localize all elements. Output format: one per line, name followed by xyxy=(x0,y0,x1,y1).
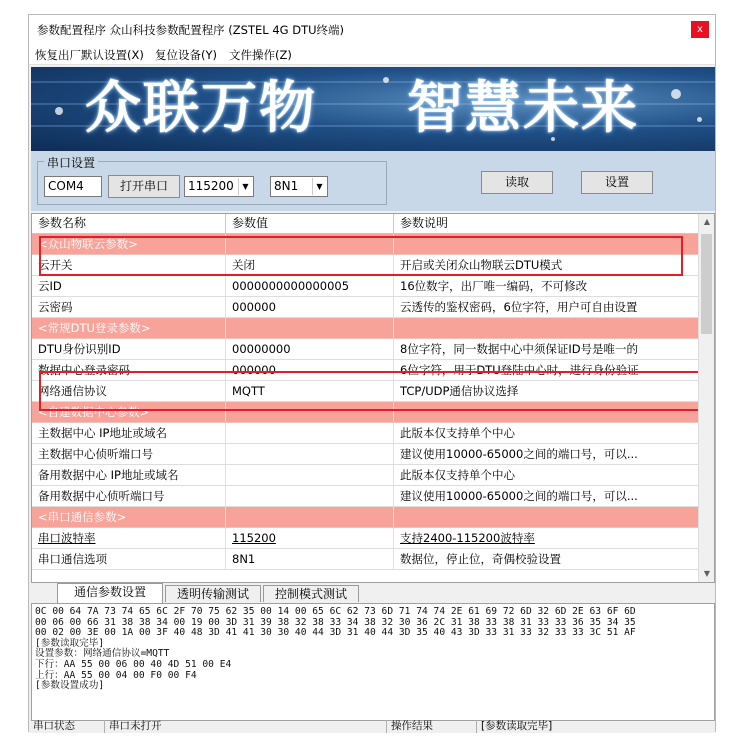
param-name-cell-text: 云ID xyxy=(38,279,62,293)
com-port-input[interactable]: COM4 xyxy=(44,176,102,197)
table-row[interactable] xyxy=(32,465,698,486)
param-desc-cell xyxy=(394,276,698,296)
param-value-cell[interactable] xyxy=(226,528,394,548)
log-line: [参数设置成功] xyxy=(35,680,105,692)
scroll-down-icon[interactable]: ▼ xyxy=(703,569,711,578)
param-value-cell[interactable] xyxy=(226,276,394,296)
scroll-up-icon[interactable]: ▲ xyxy=(703,217,711,226)
param-desc-cell xyxy=(394,381,698,401)
param-name-cell xyxy=(32,444,226,464)
title-bar xyxy=(29,15,715,43)
param-value-cell[interactable] xyxy=(226,297,394,317)
scroll-thumb[interactable] xyxy=(701,234,712,334)
window-title: 参数配置程序 众山科技参数配置程序 (ZSTEL 4G DTU终端) xyxy=(37,23,344,37)
param-desc-cell xyxy=(394,423,698,443)
log-line: 00 02 00 3E 00 1A 00 3F 40 48 3D 41 41 30 30 40 44 3D 31 40 44 3D 35 40 43 3D 33 31 33 32 33 33 3C 51 AF xyxy=(35,627,636,639)
read-button[interactable]: 读取 xyxy=(481,171,553,194)
param-name-cell xyxy=(32,234,226,254)
param-name-cell-text: 备用数据中心 IP地址或域名 xyxy=(38,468,179,482)
param-value-cell xyxy=(226,507,394,527)
section-row xyxy=(32,234,698,255)
param-name-cell-text: <自建数据中心参数> xyxy=(38,405,150,419)
param-value-cell[interactable] xyxy=(226,423,394,443)
open-port-button[interactable]: 打开串口 xyxy=(108,175,180,198)
param-name-cell xyxy=(32,255,226,275)
param-desc-cell xyxy=(394,402,698,422)
param-name-cell-text: <常规DTU登录参数> xyxy=(38,321,151,335)
param-desc-cell xyxy=(394,360,698,380)
banner-slogan-left: 众联万物 xyxy=(85,75,317,141)
param-value-cell[interactable] xyxy=(226,486,394,506)
table-row[interactable] xyxy=(32,423,698,444)
param-name-cell-text: 主数据中心 IP地址或域名 xyxy=(38,426,167,440)
param-name-cell-text: 主数据中心侦听端口号 xyxy=(38,447,153,461)
param-desc-cell-text: TCP/UDP通信协议选择 xyxy=(400,384,519,398)
table-row[interactable] xyxy=(32,339,698,360)
param-desc-cell-text: 此版本仅支持单个中心 xyxy=(400,426,515,440)
close-button[interactable]: x xyxy=(691,21,709,38)
param-name-cell-text: <串口通信参数> xyxy=(38,510,127,524)
param-desc-cell-text: 建议使用10000-65000之间的端口号，可以... xyxy=(400,489,638,503)
section-row xyxy=(32,507,698,528)
log-line: 0C 00 64 7A 73 74 65 6C 2F 70 75 62 35 00 14 00 65 6C 62 73 6D 71 74 74 2E 61 69 72 6D 32 6D 2E 63 6F 6D xyxy=(35,606,636,617)
data-format-value: 8N1 xyxy=(274,179,299,193)
log-line: 上行：AA 55 00 04 00 F0 00 F4 xyxy=(35,669,197,681)
serial-settings-legend: 串口设置 xyxy=(44,154,98,171)
status-port-label: 串口状态 xyxy=(29,720,105,733)
param-value-cell-text: 0000000000000005 xyxy=(232,279,350,293)
param-value-cell[interactable] xyxy=(226,465,394,485)
param-value-cell xyxy=(226,402,394,422)
param-name-cell xyxy=(32,423,226,443)
table-row[interactable] xyxy=(32,549,698,570)
param-value-cell xyxy=(226,234,394,254)
param-desc-cell-text: 此版本仅支持单个中心 xyxy=(400,468,515,482)
menu-file-ops[interactable]: 文件操作(Z) xyxy=(229,48,292,62)
log-line: 设置参数：网络通信协议=MQTT xyxy=(35,648,170,660)
param-value-cell xyxy=(226,318,394,338)
param-desc-cell xyxy=(394,234,698,254)
param-name-cell-text: 备用数据中心侦听端口号 xyxy=(38,489,165,503)
vertical-scrollbar[interactable] xyxy=(698,214,714,582)
chevron-down-icon[interactable]: ▼ xyxy=(238,178,252,195)
serial-settings-group xyxy=(37,156,387,205)
param-desc-cell xyxy=(394,255,698,275)
param-value-cell[interactable] xyxy=(226,255,394,275)
param-desc-cell xyxy=(394,297,698,317)
param-name-cell-text: 网络通信协议 xyxy=(38,384,107,398)
set-button[interactable]: 设置 xyxy=(581,171,653,194)
param-name-cell xyxy=(32,402,226,422)
baud-rate-value: 115200 xyxy=(188,179,234,193)
table-row[interactable] xyxy=(32,297,698,318)
param-value-cell-text: 115200 xyxy=(232,531,276,545)
log-line: [参数读取完毕] xyxy=(35,637,105,649)
param-name-cell xyxy=(32,507,226,527)
param-name-cell xyxy=(32,465,226,485)
param-desc-cell-text: 支持2400-115200波特率 xyxy=(400,531,535,545)
param-name-cell xyxy=(32,381,226,401)
param-name-cell xyxy=(32,486,226,506)
table-row[interactable] xyxy=(32,360,698,381)
param-value-cell-text: 000000 xyxy=(232,300,276,314)
chevron-down-icon[interactable]: ▼ xyxy=(312,178,326,195)
param-value-cell[interactable] xyxy=(226,381,394,401)
param-value-cell-text: MQTT xyxy=(232,384,265,398)
param-value-cell-text: 000000 xyxy=(232,363,276,377)
param-desc-cell xyxy=(394,339,698,359)
param-name-cell xyxy=(32,276,226,296)
tab-transparent-test[interactable]: 透明传输测试 xyxy=(165,585,261,602)
param-value-cell-text: 关闭 xyxy=(232,258,255,272)
param-desc-cell xyxy=(394,507,698,527)
table-row[interactable] xyxy=(32,381,698,402)
param-value-cell[interactable] xyxy=(226,339,394,359)
header-param-value[interactable]: 参数值 xyxy=(226,214,394,233)
status-result-label: 操作结果 xyxy=(387,720,477,733)
param-name-cell-text: 云密码 xyxy=(38,300,73,314)
param-desc-cell xyxy=(394,528,698,548)
status-result-value: [参数读取完毕] xyxy=(481,720,553,732)
param-name-cell-text: 串口波特率 xyxy=(38,531,96,545)
param-name-cell xyxy=(32,549,226,569)
status-bar xyxy=(29,721,715,733)
param-desc-cell-text: 6位字符，用于DTU登陆中心时，进行身份验证 xyxy=(400,363,639,377)
param-name-cell xyxy=(32,360,226,380)
app-window xyxy=(28,14,716,732)
tab-bar xyxy=(31,583,715,603)
menu-reset-device[interactable]: 复位设备(Y) xyxy=(155,48,217,62)
menu-restore-defaults[interactable]: 恢复出厂默认设置(X) xyxy=(35,48,144,62)
log-line: 00 06 00 66 31 38 38 34 00 19 00 3D 31 39 38 32 38 33 34 38 32 30 36 2C 31 38 33 38 31 33 33 36 35 34 35 xyxy=(35,616,636,628)
menu-bar xyxy=(29,43,715,65)
param-desc-cell xyxy=(394,486,698,506)
status-port-value: 串口未打开 xyxy=(105,720,387,733)
table-row[interactable] xyxy=(32,486,698,507)
data-format-select[interactable] xyxy=(270,176,328,197)
param-name-cell-text: 串口通信选项 xyxy=(38,552,107,566)
log-output[interactable] xyxy=(31,603,715,721)
param-name-cell-text: 数据中心登录密码 xyxy=(38,363,130,377)
param-value-cell[interactable] xyxy=(226,444,394,464)
param-name-cell xyxy=(32,528,226,548)
table-row[interactable] xyxy=(32,528,698,549)
serial-settings-panel xyxy=(31,151,715,211)
param-value-cell[interactable] xyxy=(226,360,394,380)
param-name-cell xyxy=(32,297,226,317)
table-row[interactable] xyxy=(32,276,698,297)
param-desc-cell xyxy=(394,549,698,569)
param-desc-cell-text: 建议使用10000-65000之间的端口号，可以... xyxy=(400,447,638,461)
param-name-cell-text: 云开关 xyxy=(38,258,73,272)
param-desc-cell-text: 云透传的鉴权密码，6位字符，用户可自由设置 xyxy=(400,300,638,314)
table-row[interactable] xyxy=(32,444,698,465)
section-row xyxy=(32,402,698,423)
tab-comm-params[interactable]: 通信参数设置 xyxy=(57,583,163,603)
param-value-cell[interactable] xyxy=(226,549,394,569)
header-param-name[interactable]: 参数名称 xyxy=(32,214,226,233)
param-name-cell-text: <众山物联云参数> xyxy=(38,237,138,251)
table-row[interactable] xyxy=(32,255,698,276)
section-row xyxy=(32,318,698,339)
param-desc-cell xyxy=(394,444,698,464)
param-name-cell xyxy=(32,318,226,338)
parameter-grid xyxy=(31,213,715,583)
param-desc-cell-text: 8位字符，同一数据中心中须保证ID号是唯一的 xyxy=(400,342,639,356)
header-param-desc[interactable]: 参数说明 xyxy=(400,216,449,230)
param-desc-cell-text: 16位数字，出厂唯一编码，不可修改 xyxy=(400,279,588,293)
grid-header xyxy=(32,214,698,234)
param-name-cell xyxy=(32,339,226,359)
param-value-cell-text: 00000000 xyxy=(232,342,291,356)
param-desc-cell xyxy=(394,465,698,485)
param-desc-cell-text: 数据位，停止位，奇偶校验设置 xyxy=(400,552,561,566)
banner-image xyxy=(31,67,715,151)
baud-rate-select[interactable] xyxy=(184,176,254,197)
param-name-cell-text: DTU身份识别ID xyxy=(38,342,121,356)
param-desc-cell xyxy=(394,318,698,338)
tab-control-mode-test[interactable]: 控制模式测试 xyxy=(263,585,359,602)
param-value-cell-text: 8N1 xyxy=(232,552,256,566)
param-desc-cell-text: 开启或关闭众山物联云DTU模式 xyxy=(400,258,563,272)
log-line: 下行：AA 55 00 06 00 40 4D 51 00 E4 xyxy=(35,658,232,670)
banner-slogan-right: 智慧未来 xyxy=(407,75,639,141)
